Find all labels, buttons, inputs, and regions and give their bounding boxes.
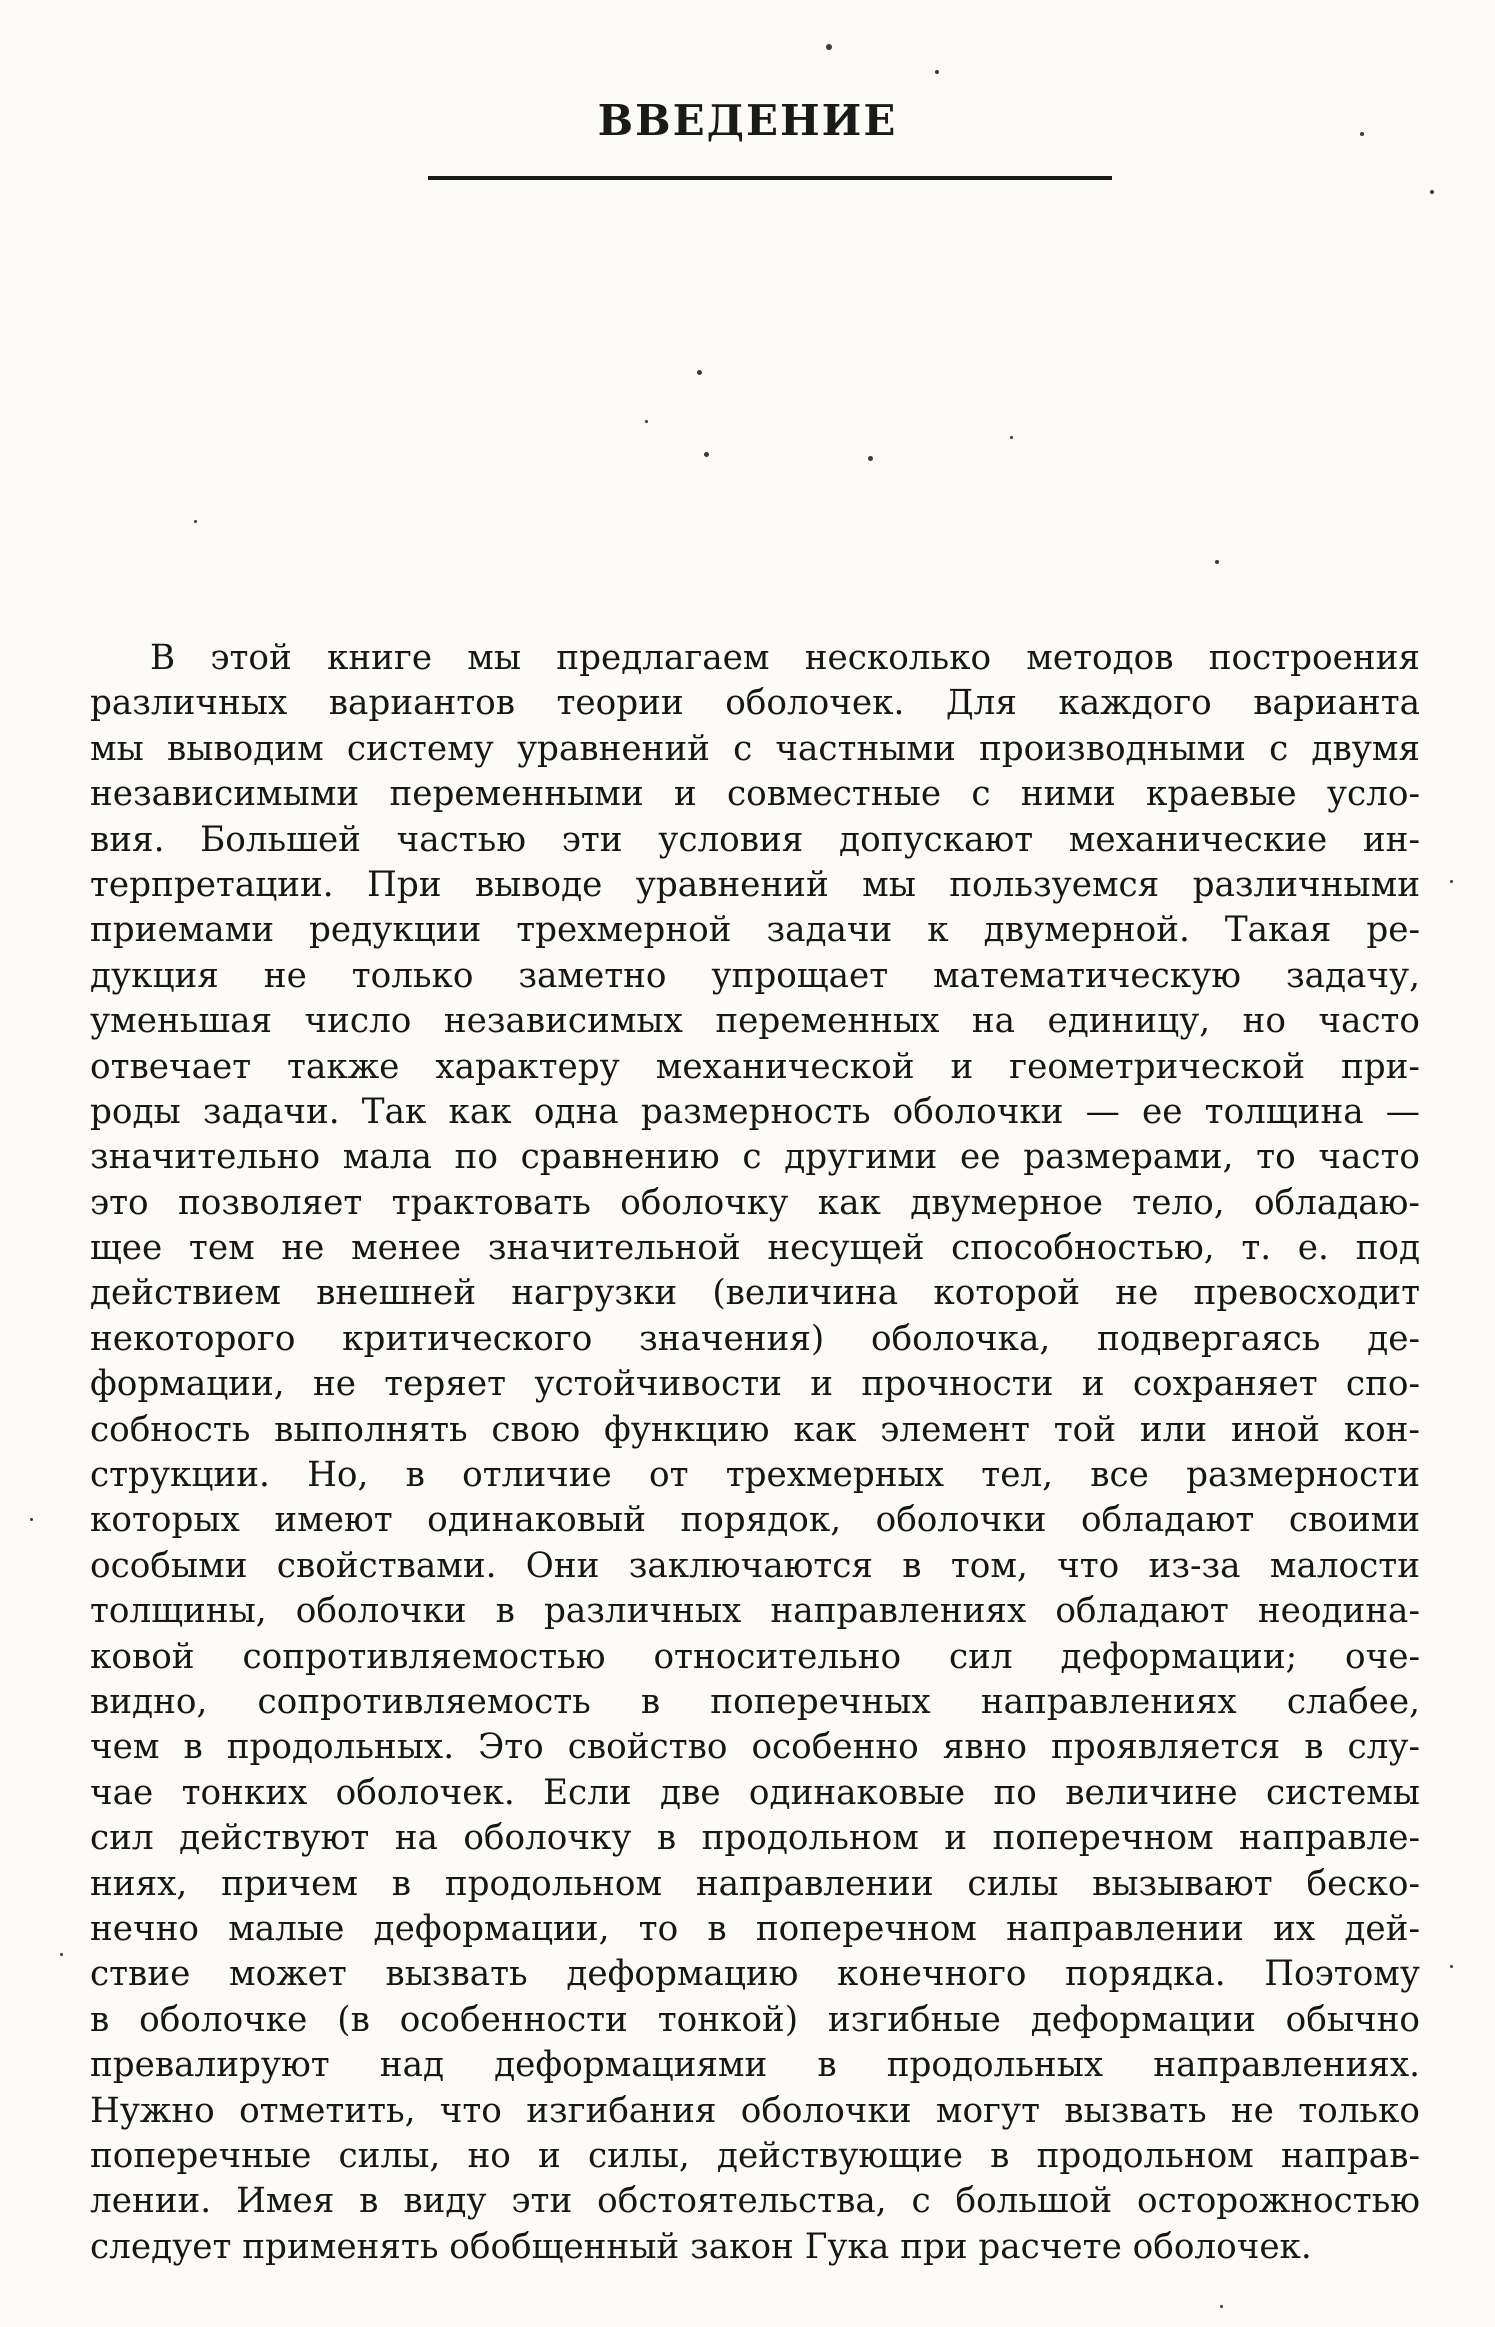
text-line: в оболочке (в особенности тонкой) изгибные деформации обычно (90, 1999, 1420, 2040)
scan-speck (1215, 560, 1219, 564)
text-line: значительно мала по сравнению с другими ее размерами, то часто (90, 1137, 1420, 1178)
text-line: струкции. Но, в отличие от трехмерных тел, все размерности (90, 1455, 1420, 1496)
text-line: превалируют над деформациями в продольных направлениях. (90, 2045, 1420, 2086)
scan-speck (30, 1518, 33, 1521)
scan-speck (935, 70, 939, 74)
text-line: мы выводим систему уравнений с частными производными с двумя (90, 728, 1420, 769)
text-line: видно, сопротивляемость в поперечных направлениях слабее, (90, 1681, 1420, 1722)
text-line: независимыми переменными и совместные с ними краевые усло- (90, 774, 1420, 815)
scan-speck (704, 452, 709, 457)
text-line: нечно малые деформации, то в поперечном направлении их дей- (90, 1908, 1420, 1949)
scan-speck (1450, 880, 1453, 883)
text-line: роды задачи. Так как одна размерность оболочки — ее толщина — (90, 1091, 1420, 1132)
text-line: которых имеют одинаковый порядок, оболочки обладают своими (90, 1500, 1420, 1541)
text-line: уменьшая число независимых переменных на единицу, но часто (90, 1001, 1420, 1042)
text-line: ствие может вызвать деформацию конечного порядка. Поэтому (90, 1954, 1420, 1995)
text-line: чем в продольных. Это свойство особенно явно проявляется в слу- (90, 1727, 1420, 1768)
text-line: сил действуют на оболочку в продольном и поперечном направле- (90, 1818, 1420, 1859)
scan-speck (697, 370, 702, 375)
scan-speck (1450, 1965, 1453, 1968)
text-line: лении. Имея в виду эти обстоятельства, с большой осторожностью (90, 2181, 1420, 2222)
title-underline (428, 176, 1112, 180)
text-line: действием внешней нагрузки (величина которой не превосходит (90, 1273, 1420, 1314)
text-line: чае тонких оболочек. Если две одинаковые по величине системы (90, 1772, 1420, 1813)
text-line: ниях, причем в продольном направлении силы вызывают беско- (90, 1863, 1420, 1904)
scan-speck (868, 456, 873, 461)
text-line: некоторого критического значения) оболочка, подвергаясь де- (90, 1318, 1420, 1359)
scan-speck (194, 520, 197, 523)
text-line: приемами редукции трехмерной задачи к двумерной. Такая ре- (90, 910, 1420, 951)
scan-speck (645, 420, 648, 423)
text-line: терпретации. При выводе уравнений мы пользуемся различными (90, 864, 1420, 905)
scan-speck (1010, 436, 1013, 439)
scan-speck (60, 1953, 63, 1956)
scan-speck (1360, 132, 1364, 136)
chapter-title: ВВЕДЕНИЕ (597, 96, 898, 145)
text-line: В этой книге мы предлагаем несколько методов построения (150, 638, 1420, 678)
scan-speck (1430, 190, 1434, 194)
text-line: Нужно отметить, что изгибания оболочки могут вызвать не только (90, 2090, 1420, 2131)
text-line: это позволяет трактовать оболочку как двумерное тело, обладаю- (90, 1182, 1420, 1223)
text-line: щее тем не менее значительной несущей способностью, т. е. под (90, 1228, 1420, 1269)
text-line: формации, не теряет устойчивости и прочности и сохраняет спо- (90, 1364, 1420, 1405)
text-line: особыми свойствами. Они заключаются в том, что из-за малости (90, 1545, 1420, 1586)
text-line: ковой сопротивляемостью относительно сил деформации; оче- (90, 1636, 1420, 1677)
body-paragraph (90, 636, 1420, 2270)
text-line: следует применять обобщенный закон Гука при расчете оболочек. (90, 2226, 1312, 2267)
scan-speck (1220, 2305, 1223, 2308)
text-line: собность выполнять свою функцию как элемент той или иной кон- (90, 1409, 1420, 1450)
text-line: отвечает также характеру механической и геометрической при- (90, 1046, 1420, 1087)
text-line: толщины, оболочки в различных направлениях обладают неодина- (90, 1591, 1420, 1632)
text-line: поперечные силы, но и силы, действующие в продольном направ- (90, 2135, 1420, 2176)
text-line: вия. Большей частью эти условия допускают механические ин- (90, 819, 1420, 860)
text-line: дукция не только заметно упрощает математическую задачу, (90, 955, 1420, 996)
text-line: различных вариантов теории оболочек. Для каждого варианта (90, 683, 1420, 724)
scan-speck (826, 44, 832, 50)
